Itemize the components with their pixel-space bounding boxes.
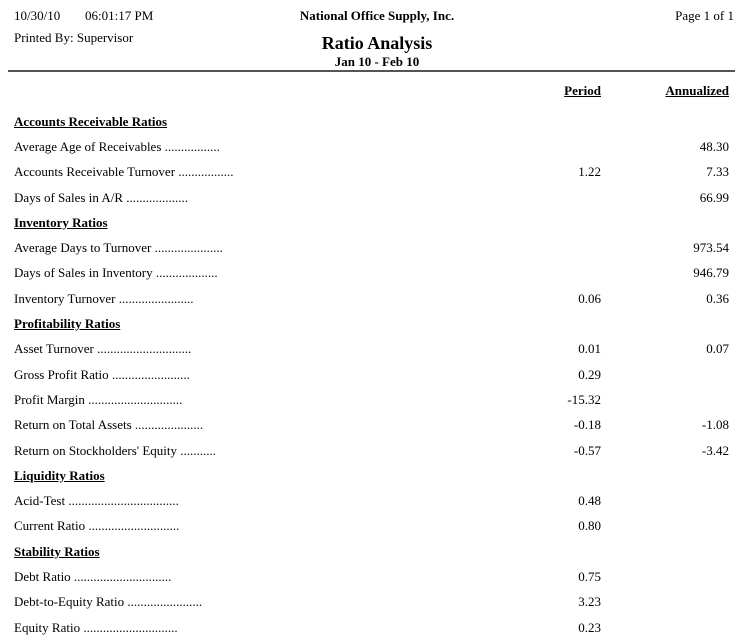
annualized-value: 0.36 [706,290,729,306]
report-time: 06:01:17 PM [85,8,154,23]
header-rule [8,70,735,72]
ratio-label: Accounts Receivable Turnover ................. [14,164,234,180]
ratio-row [14,615,729,640]
column-headers [14,83,729,99]
annualized-value: 7.33 [706,164,729,180]
ratio-row [14,564,729,589]
ratio-row [14,387,729,412]
ratio-row [14,185,729,210]
ratio-label: Equity Ratio ............................. [14,619,178,635]
section-header [14,311,729,336]
ratio-row [14,438,729,463]
ratio-label: Return on Total Assets ..................... [14,417,204,433]
annualized-value: -3.42 [701,442,729,458]
period-value: 3.23 [578,594,601,610]
period-value: 0.29 [578,366,601,382]
section-title: Stability Ratios [14,543,100,559]
period-value: -15.32 [567,391,601,407]
period-value: 0.06 [578,290,601,306]
ratio-label: Current Ratio ............................ [14,518,180,534]
period-value: 1.22 [578,164,601,180]
annualized-value: 48.30 [699,138,729,154]
section-title: Accounts Receivable Ratios [14,113,168,129]
ratio-label: Asset Turnover ............................. [14,341,192,357]
ratio-row [14,160,729,185]
period-value: -0.18 [573,417,601,433]
section-header [14,109,729,134]
ratio-label: Debt-to-Equity Ratio ....................... [14,594,203,610]
annualized-value: 0.07 [706,341,729,357]
ratio-row [14,134,729,159]
printed-by: Printed By: Supervisor [14,30,134,45]
report-body [14,109,729,640]
ratio-row [14,337,729,362]
report-date: 10/30/10 [14,8,61,23]
ratio-label: Days of Sales in A/R ................... [14,189,189,205]
column-header-period: Period [564,83,601,98]
annualized-value: 66.99 [699,189,729,205]
ratio-label: Acid-Test .................................. [14,493,179,509]
date-range: Jan 10 - Feb 10 [334,54,420,69]
report-title: Ratio Analysis [321,33,433,53]
ratio-row [14,286,729,311]
ratio-label: Days of Sales in Inventory ................... [14,265,218,281]
ratio-label: Return on Stockholders' Equity ........... [14,442,217,458]
annualized-value: 946.79 [693,265,729,281]
ratio-row [14,514,729,539]
page-indicator: Page 1 of 1 [675,8,734,23]
section-header [14,463,729,488]
period-value: 0.75 [578,568,601,584]
annualized-value: 973.54 [693,240,729,256]
annualized-value: -1.08 [701,417,729,433]
column-header-annualized: Annualized [665,83,729,98]
ratio-row [14,235,729,260]
section-header [14,539,729,564]
ratio-row [14,590,729,615]
ratio-label: Average Days to Turnover ..................... [14,240,223,256]
ratio-row [14,362,729,387]
section-title: Liquidity Ratios [14,467,105,483]
period-value: -0.57 [573,442,601,458]
section-header [14,210,729,235]
section-title: Profitability Ratios [14,316,121,332]
period-value: 0.01 [578,341,601,357]
section-title: Inventory Ratios [14,214,108,230]
ratio-row [14,261,729,286]
ratio-label: Debt Ratio .............................. [14,568,172,584]
ratio-row [14,413,729,438]
ratio-label: Gross Profit Ratio ........................ [14,366,190,382]
ratio-label: Average Age of Receivables ................. [14,138,220,154]
ratio-label: Inventory Turnover ....................... [14,290,194,306]
period-value: 0.23 [578,619,601,635]
company-name: National Office Supply, Inc. [299,8,455,23]
ratio-label: Profit Margin ............................. [14,391,183,407]
period-value: 0.80 [578,518,601,534]
ratio-row [14,488,729,513]
period-value: 0.48 [578,493,601,509]
